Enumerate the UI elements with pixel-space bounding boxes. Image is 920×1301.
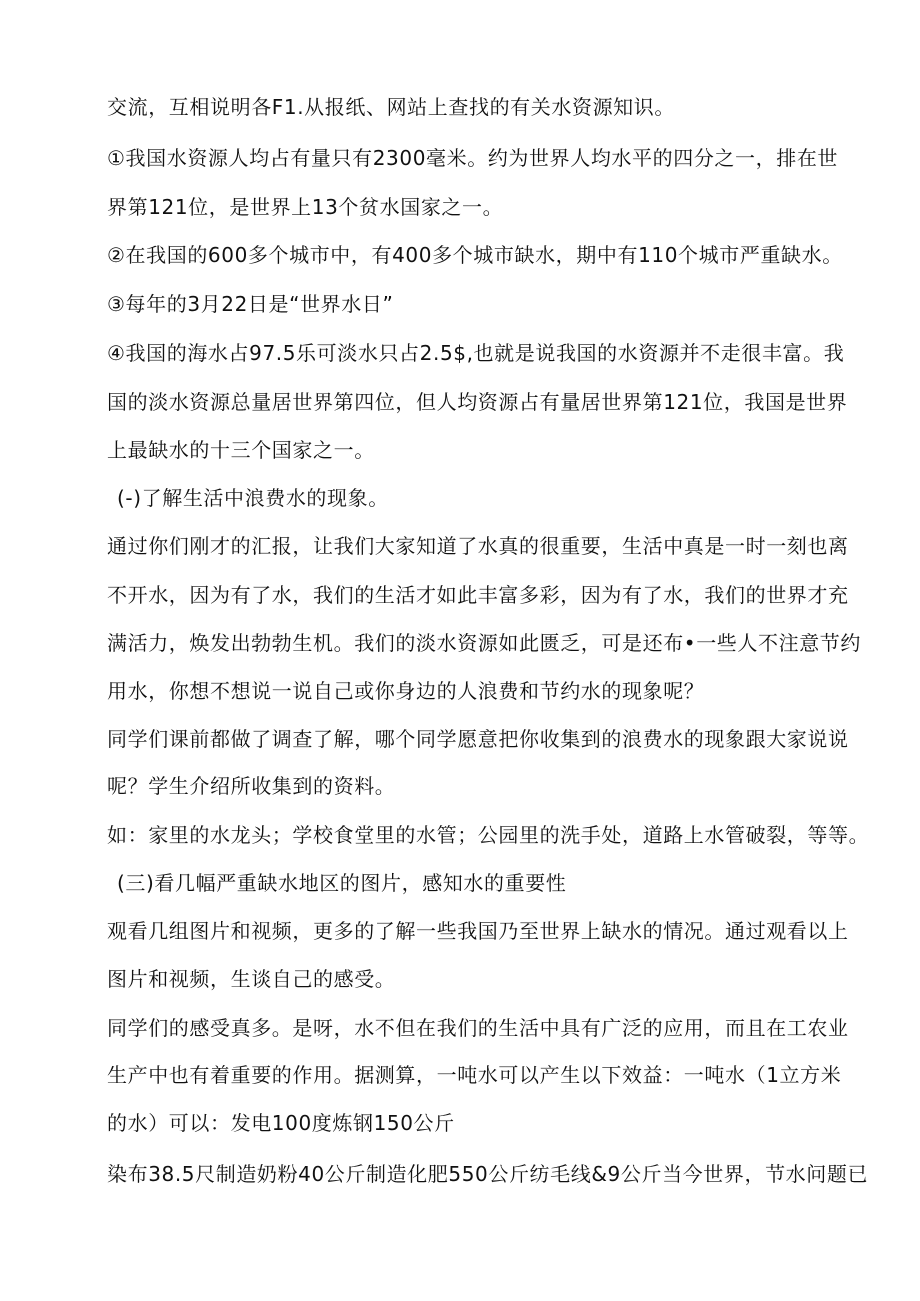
section-heading: (-)了解生活中浪费水的现象。 — [117, 486, 389, 510]
text-line: 呢？学生介绍所收集到的资料。 — [107, 774, 396, 798]
text-line: 界第121位，是世界上13个贫水国家之一。 — [107, 195, 504, 219]
text-line: 图片和视频，生谈自己的感受。 — [107, 967, 396, 991]
text-line: 上最缺水的十三个国家之一。 — [107, 438, 375, 462]
text-line: 如：家里的水龙头；学校食堂里的水管；公园里的洗手处，道路上水管破裂，等等。 — [107, 823, 870, 847]
text-line: 同学们的感受真多。是呀，水不但在我们的生活中具有广泛的应用，而且在工农业 — [107, 1016, 849, 1040]
text-line: 满活力，焕发出勃勃生机。我们的淡水资源如此匮乏，可是还布•一些人不注意节约 — [107, 631, 861, 655]
text-line: ②在我国的600多个城市中，有400多个城市缺水，期中有110个城市严重缺水。 — [107, 243, 843, 267]
text-line: ③每年的3月22日是“世界水日” — [107, 292, 394, 316]
text-line: 交流，互相说明各F1.从报纸、网站上查找的有关水资源知识。 — [107, 95, 675, 119]
text-line: 观看几组图片和视频，更多的了解一些我国乃至世界上缺水的情况。通过观看以上 — [107, 919, 849, 943]
text-line: 用水，你想不想说一说自己或你身边的人浪费和节约水的现象呢？ — [107, 679, 705, 703]
text-line: ④我国的海水占97.5乐可淡水只占2.5$,也就是说我国的水资源并不走很丰富。我 — [107, 341, 845, 365]
text-line: 通过你们刚才的汇报，让我们大家知道了水真的很重要，生活中真是一时一刻也离 — [107, 534, 849, 558]
text-line: ①我国水资源人均占有量只有2300毫米。约为世界人均水平的四分之一，排在世 — [107, 146, 839, 170]
section-heading: (三)看几幅严重缺水地区的图片，感知水的重要性 — [117, 871, 567, 895]
text-line: 国的淡水资源总量居世界第四位，但人均资源占有量居世界第121位，我国是世界 — [107, 390, 848, 414]
text-line: 的水）可以：发电100度炼钢150公斤 — [107, 1111, 455, 1135]
text-line: 不开水，因为有了水，我们的生活才如此丰富多彩，因为有了水，我们的世界才充 — [107, 583, 849, 607]
text-line: 同学们课前都做了调查了解，哪个同学愿意把你收集到的浪费水的现象跟大家说说 — [107, 727, 849, 751]
text-line: 染布38.5尺制造奶粉40公斤制造化肥550公斤纺毛线&9公斤当今世界，节水问题已 — [107, 1162, 869, 1186]
text-line: 生产中也有着重要的作用。据测算，一吨水可以产生以下效益：一吨水（1立方米 — [107, 1063, 842, 1087]
